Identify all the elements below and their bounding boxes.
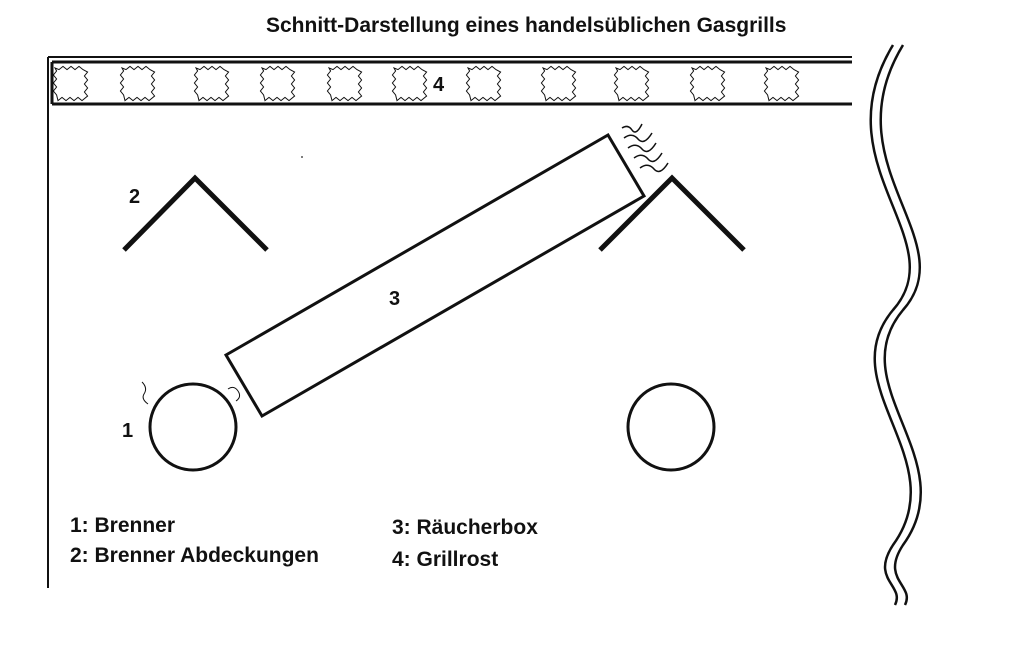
burner-left <box>150 384 236 470</box>
label-grill-grate: 4 <box>433 74 445 96</box>
label-burner: 1 <box>122 420 134 442</box>
grate-cell <box>53 66 87 100</box>
grate-cell <box>541 66 575 100</box>
grate-cell <box>690 66 724 100</box>
legend-item-grill-grate: 4: Grillrost <box>392 548 499 571</box>
grill-grate <box>48 57 852 104</box>
grate-cell <box>614 66 648 100</box>
legend-item-burner-cover: 2: Brenner Abdeckungen <box>70 544 319 567</box>
legend-item-burner: 1: Brenner <box>70 514 176 537</box>
grate-cell <box>194 66 228 100</box>
grate-cell <box>392 66 426 100</box>
smoker-box <box>226 135 644 416</box>
stray-dot <box>301 156 303 158</box>
label-smoker-box: 3 <box>389 288 401 310</box>
burner-cover-left <box>124 178 267 250</box>
grate-cell <box>764 66 798 100</box>
grate-cell <box>466 66 500 100</box>
section-break-line <box>871 45 921 605</box>
grate-cell <box>327 66 361 100</box>
burner-right <box>628 384 714 470</box>
legend-item-smoker-box: 3: Räucherbox <box>392 516 538 539</box>
grate-cell <box>120 66 154 100</box>
label-burner-cover: 2 <box>129 186 141 208</box>
diagram-title: Schnitt-Darstellung eines handelsüblichen Gasgrills <box>266 14 787 37</box>
smoke-lines <box>622 124 668 171</box>
grate-cell <box>260 66 294 100</box>
